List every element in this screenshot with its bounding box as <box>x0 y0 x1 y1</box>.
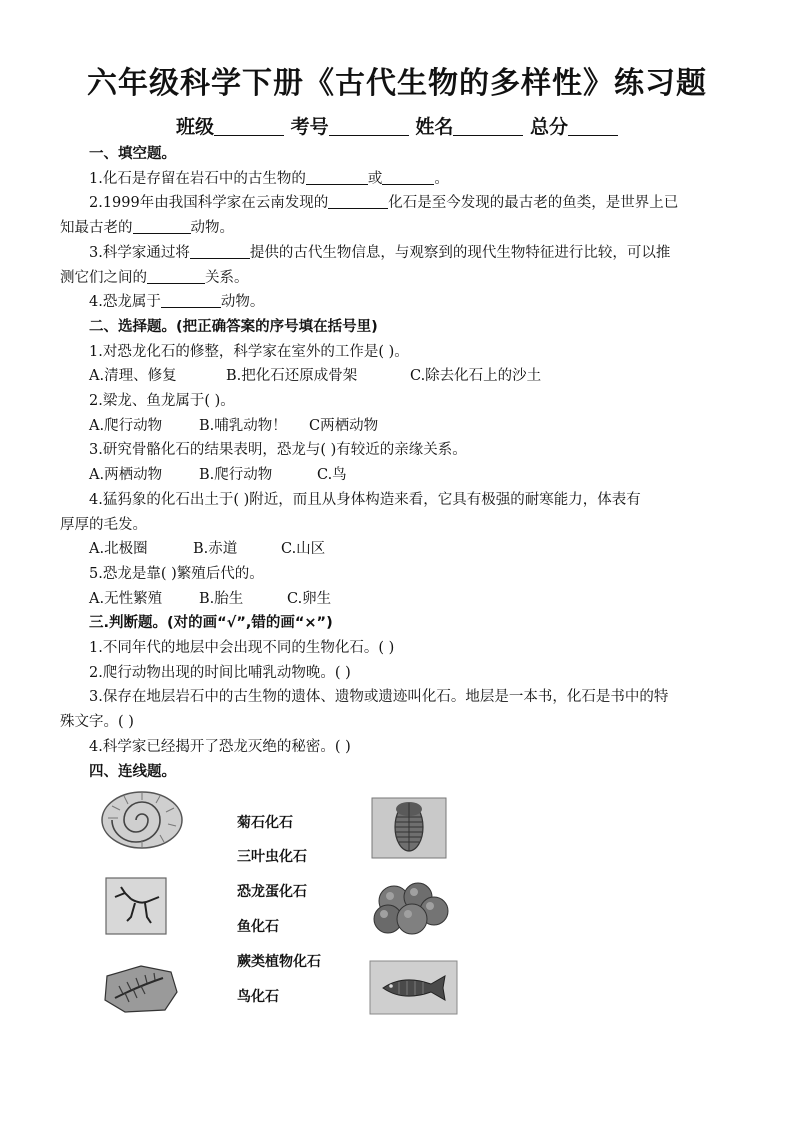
student-info-line <box>0 112 794 139</box>
fern-fossil-image <box>101 962 179 1014</box>
option-b[interactable]: B.把化石还原成骨架 <box>226 368 358 385</box>
option-c[interactable]: C.卵生 <box>287 590 332 607</box>
dinosaur-egg-fossil-image <box>370 879 452 937</box>
match-label[interactable]: 鱼化石 <box>237 919 279 935</box>
section-heading: 二、选择题。(把正确答案的序号填在括号里) <box>89 318 378 335</box>
answer-blank[interactable] <box>306 169 368 185</box>
option-a[interactable]: A.清理、修复 <box>89 368 177 385</box>
trilobite-fossil-image <box>371 797 447 859</box>
match-label[interactable]: 恐龙蛋化石 <box>237 884 307 900</box>
answer-blank[interactable] <box>133 218 191 234</box>
choice-question: 4.猛犸象的化石出土于( )附近，而且从身体构造来看，它具有极强的耐寒能力，体表有 <box>89 491 641 508</box>
match-label[interactable]: 鸟化石 <box>237 989 279 1005</box>
answer-blank[interactable] <box>161 292 221 308</box>
option-a[interactable]: A.无性繁殖 <box>89 590 163 607</box>
option-c[interactable]: C.山区 <box>281 541 326 558</box>
match-label[interactable]: 蕨类植物化石 <box>237 954 321 970</box>
option-b[interactable]: B.胎生 <box>199 590 244 607</box>
option-b[interactable]: B.赤道 <box>193 541 238 558</box>
class-label: 班级 <box>176 116 215 138</box>
choice-options <box>60 587 738 612</box>
option-a[interactable]: A.北极圈 <box>89 541 148 558</box>
option-a[interactable]: A.两栖动物 <box>89 467 163 484</box>
answer-blank[interactable] <box>147 268 205 284</box>
section-heading: 三.判断题。(对的画“√”,错的画“×”) <box>89 615 333 632</box>
choice-options <box>60 463 738 488</box>
name-blank[interactable] <box>453 115 523 136</box>
option-b[interactable]: B.哺乳动物！ <box>199 417 287 434</box>
fill-question: 3.科学家通过将 提供的古代生物信息，与观察到的现代生物特征进行比较，可以推 <box>89 244 671 261</box>
fish-fossil-image <box>369 960 458 1015</box>
fill-question-cont: 测它们之间的 关系。 <box>60 269 249 286</box>
judge-question-cont: 殊文字。( ) <box>60 714 134 731</box>
option-c[interactable]: C.除去化石上的沙土 <box>410 368 542 385</box>
choice-question: 1.对恐龙化石的修整，科学家在室外的工作是( )。 <box>89 343 409 360</box>
judge-question: 3.保存在地层岩石中的古生物的遗体、遗物或遗迹叫化石。地层是一本书，化石是书中的特 <box>89 689 669 706</box>
judge-question: 4.科学家已经揭开了恐龙灭绝的秘密。( ) <box>89 738 351 755</box>
choice-options <box>60 537 738 562</box>
fill-question: 2.1999年由我国科学家在云南发现的 化石是至今发现的最古老的鱼类，是世界上已 <box>89 195 679 212</box>
name-label: 姓名 <box>415 116 454 138</box>
match-label[interactable]: 菊石化石 <box>237 815 293 831</box>
class-blank[interactable] <box>214 115 284 136</box>
score-label: 总分 <box>529 116 568 138</box>
page-title: 六年级科学下册《古代生物的多样性》练习题 <box>87 66 707 101</box>
choice-options <box>60 364 738 389</box>
choice-question: 5.恐龙是靠( )繁殖后代的。 <box>89 565 264 582</box>
answer-blank[interactable] <box>328 193 388 209</box>
worksheet-body <box>60 142 738 784</box>
section-heading: 四、连线题。 <box>89 763 176 780</box>
option-b[interactable]: B.爬行动物 <box>199 467 273 484</box>
choice-question: 2.梁龙、鱼龙属于( )。 <box>89 393 235 410</box>
option-c[interactable]: C.鸟 <box>317 467 347 484</box>
answer-blank[interactable] <box>382 169 434 185</box>
ammonite-fossil-image <box>98 788 184 850</box>
choice-question: 3.研究骨骼化石的结果表明，恐龙与( )有较近的亲缘关系。 <box>89 442 467 459</box>
answer-blank[interactable] <box>190 243 250 259</box>
section-heading: 一、填空题。 <box>89 146 176 162</box>
match-label[interactable]: 三叶虫化石 <box>237 849 307 865</box>
choice-options <box>60 414 738 439</box>
fill-question: 1.化石是存留在岩石中的古生物的 或 。 <box>89 170 449 187</box>
option-c[interactable]: C两栖动物 <box>309 417 379 434</box>
judge-question: 2.爬行动物出现的时间比哺乳动物晚。( ) <box>89 664 351 681</box>
dinosaur-fossil-image <box>105 877 167 935</box>
fill-question-cont: 知最古老的 动物。 <box>60 220 234 237</box>
exam-no-label: 考号 <box>290 116 329 138</box>
choice-question-cont: 厚厚的毛发。 <box>60 516 147 533</box>
judge-question: 1.不同年代的地层中会出现不同的生物化石。( ) <box>89 640 395 657</box>
option-a[interactable]: A.爬行动物 <box>89 417 163 434</box>
score-blank[interactable] <box>568 115 618 136</box>
fill-question: 4.恐龙属于 动物。 <box>89 294 265 311</box>
exam-no-blank[interactable] <box>329 115 409 136</box>
